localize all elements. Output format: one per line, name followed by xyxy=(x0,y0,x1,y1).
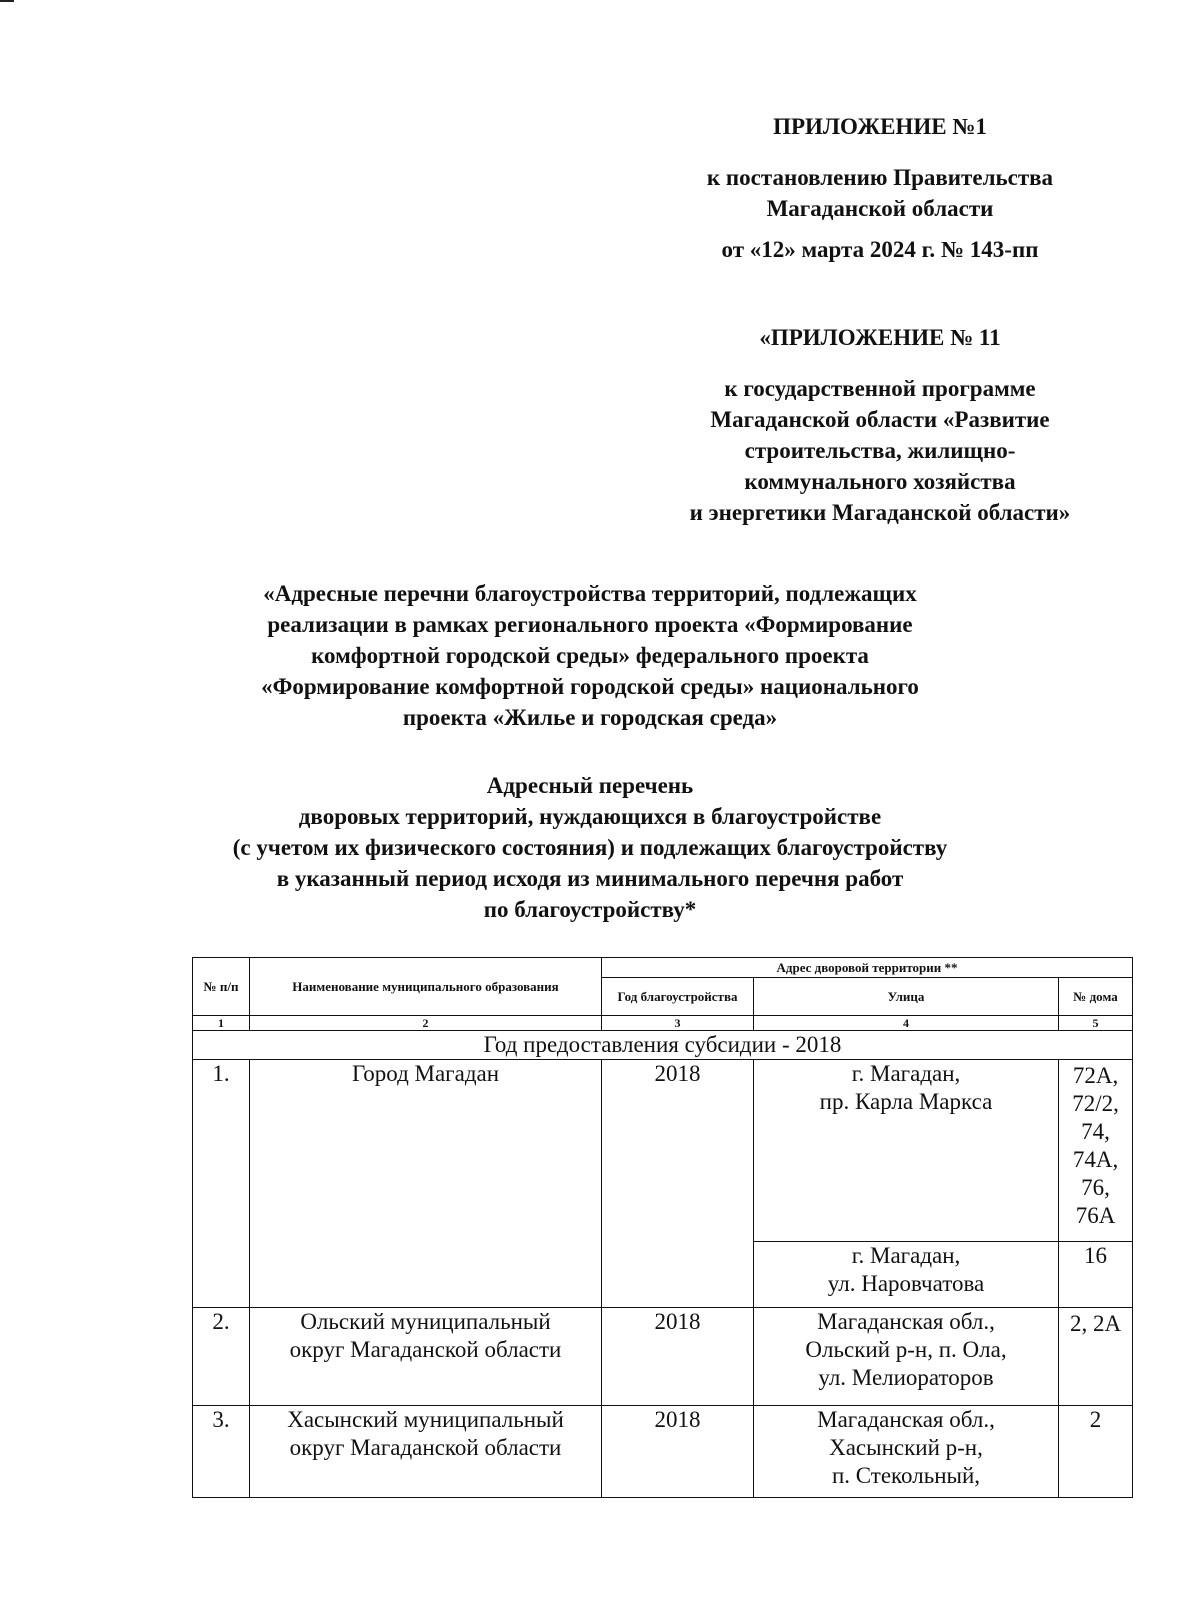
heading2-line4: в указанный период исходя из минимального перечня работ xyxy=(276,866,904,891)
row-house: 2, 2А xyxy=(1059,1308,1133,1406)
header-num: № п/п xyxy=(193,958,250,1016)
appendix11-line2: Магаданской области «Развитие xyxy=(710,407,1050,432)
street-line: ул. Мелиораторов xyxy=(818,1365,994,1390)
house-number: 74, xyxy=(1081,1119,1110,1144)
row-street xyxy=(754,1242,1059,1308)
header-municipality: Наименование муниципального образования xyxy=(250,958,602,1016)
heading2-line2: дворовых территорий, нуждающихся в благоустройстве xyxy=(298,804,882,829)
house-number: 76, xyxy=(1081,1175,1110,1200)
header-house: № дома xyxy=(1059,978,1133,1016)
appendix11-line4: коммунального хозяйства xyxy=(744,469,1016,494)
appendix11-line5: и энергетики Магаданской области» xyxy=(689,500,1071,525)
street-line: г. Магадан, xyxy=(851,1243,961,1268)
heading1-line2: реализации в рамках регионального проекта «Формирование xyxy=(267,612,913,637)
row-municipality xyxy=(250,1308,602,1406)
appendix1-block xyxy=(650,111,1110,265)
col-number: 4 xyxy=(754,1016,1059,1031)
address-lists-heading xyxy=(150,578,1030,733)
appendix11-line1: к государственной программе xyxy=(724,376,1036,401)
row-num: 3. xyxy=(193,1406,250,1498)
municipality-line: Ольский муниципальный xyxy=(300,1309,551,1334)
row-street xyxy=(754,1060,1059,1242)
street-line: Ольский р-н, п. Ола, xyxy=(805,1337,1007,1362)
row-municipality: Город Магадан xyxy=(250,1060,602,1308)
row-num: 2. xyxy=(193,1308,250,1406)
column-number-row xyxy=(193,1016,1133,1031)
row-house: 16 xyxy=(1059,1242,1133,1308)
header-year: Год благоустройства xyxy=(602,978,754,1016)
appendix11-block xyxy=(650,322,1110,528)
col-number: 5 xyxy=(1059,1016,1133,1031)
col-number: 3 xyxy=(602,1016,754,1031)
row-house xyxy=(1059,1060,1133,1242)
col-number: 2 xyxy=(250,1016,602,1031)
street-line: Магаданская обл., xyxy=(817,1309,995,1334)
row-year: 2018 xyxy=(602,1060,754,1308)
street-line: ул. Наровчатова xyxy=(827,1271,985,1296)
appendix1-title: ПРИЛОЖЕНИЕ №1 xyxy=(773,114,987,139)
row-year: 2018 xyxy=(602,1308,754,1406)
street-line: п. Стекольный, xyxy=(831,1463,981,1488)
row-house: 2 xyxy=(1059,1406,1133,1498)
table-row xyxy=(193,1060,1133,1242)
appendix1-line3: от «12» марта 2024 г. № 143-пп xyxy=(721,237,1039,262)
row-num: 1. xyxy=(193,1060,250,1308)
street-line: Магаданская обл., xyxy=(817,1407,995,1432)
row-street xyxy=(754,1406,1059,1498)
appendix11-line3: строительства, жилищно- xyxy=(744,438,1016,463)
appendix11-title: «ПРИЛОЖЕНИЕ № 11 xyxy=(759,325,1001,350)
street-line: Хасынский р-н, xyxy=(829,1435,983,1460)
table-row xyxy=(193,1406,1133,1498)
subsidy-year-label: Год предоставления субсидии - 2018 xyxy=(193,1031,1133,1060)
heading2-line1: Адресный перечень xyxy=(486,773,694,798)
heading1-line4: «Формирование комфортной городской среды» национального xyxy=(261,674,919,699)
house-number: 76А xyxy=(1075,1203,1116,1228)
street-line: пр. Карла Маркса xyxy=(819,1089,993,1114)
heading2-line3: (с учетом их физического состояния) и подлежащих благоустройству xyxy=(232,835,948,860)
subsidy-year-row xyxy=(193,1031,1133,1060)
row-year: 2018 xyxy=(602,1406,754,1498)
table-row xyxy=(193,1308,1133,1406)
address-table xyxy=(192,957,1133,1498)
header-address-group: Адрес дворовой территории ** xyxy=(602,958,1133,978)
col-number: 1 xyxy=(193,1016,250,1031)
municipality-line: округ Магаданской области xyxy=(289,1435,562,1460)
heading1-line1: «Адресные перечни благоустройства территорий, подлежащих xyxy=(263,581,917,606)
municipality-line: Хасынский муниципальный xyxy=(287,1407,564,1432)
heading1-line5: проекта «Жилье и городская среда» xyxy=(402,705,778,730)
header-street: Улица xyxy=(754,978,1059,1016)
row-municipality xyxy=(250,1406,602,1498)
scan-mark xyxy=(0,0,14,2)
house-number: 72/2, xyxy=(1072,1091,1119,1116)
row-street xyxy=(754,1308,1059,1406)
appendix1-line2: Магаданской области xyxy=(766,196,994,221)
street-line: г. Магадан, xyxy=(851,1061,961,1086)
heading1-line3: комфортной городской среды» федерального проекта xyxy=(311,643,869,668)
table-header-row xyxy=(193,958,1133,978)
municipality-line: округ Магаданской области xyxy=(289,1337,562,1362)
heading2-line5: по благоустройству* xyxy=(483,897,697,922)
yard-territories-heading xyxy=(150,770,1030,925)
appendix1-line1: к постановлению Правительства xyxy=(706,165,1054,190)
house-number: 72А, xyxy=(1072,1063,1119,1088)
house-number: 74А, xyxy=(1072,1147,1119,1172)
